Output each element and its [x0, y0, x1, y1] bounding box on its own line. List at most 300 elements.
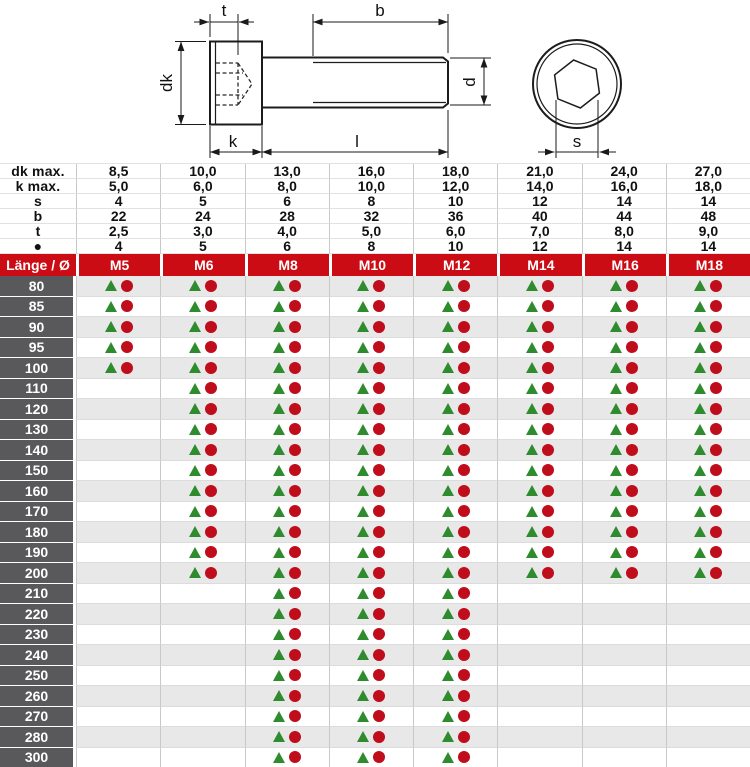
length-label: 180 [0, 522, 76, 543]
availability-markers [610, 341, 638, 353]
availability-cell [76, 502, 160, 523]
availability-cell [245, 358, 329, 379]
availability-cell [76, 666, 160, 687]
availability-cell [329, 522, 413, 543]
triangle-marker [357, 465, 369, 476]
availability-cell [413, 338, 497, 359]
spec-value: 12,0 [413, 179, 497, 194]
triangle-marker [357, 485, 369, 496]
circle-marker [542, 300, 554, 312]
triangle-marker [610, 280, 622, 291]
size-header-m10: M10 [329, 254, 413, 276]
spec-value: 5 [160, 239, 244, 254]
circle-marker [289, 362, 301, 374]
availability-markers [273, 444, 301, 456]
availability-cell [245, 584, 329, 605]
availability-markers [610, 526, 638, 538]
availability-markers [694, 505, 722, 517]
availability-markers [526, 485, 554, 497]
availability-cell [582, 645, 666, 666]
availability-markers [526, 423, 554, 435]
triangle-marker [610, 567, 622, 578]
circle-marker [289, 382, 301, 394]
circle-marker [458, 485, 470, 497]
availability-cell [666, 297, 750, 318]
availability-cell [413, 379, 497, 400]
availability-markers [442, 710, 470, 722]
availability-markers [442, 423, 470, 435]
availability-cell [582, 748, 666, 767]
length-label: 250 [0, 666, 76, 687]
size-header-row [0, 254, 750, 276]
availability-cell [413, 461, 497, 482]
spec-label-s: s [0, 194, 76, 209]
availability-cell [76, 707, 160, 728]
triangle-marker [694, 403, 706, 414]
triangle-marker [189, 342, 201, 353]
circle-marker [289, 546, 301, 558]
circle-marker [205, 464, 217, 476]
availability-markers [694, 280, 722, 292]
size-header-m14: M14 [497, 254, 581, 276]
triangle-marker [442, 567, 454, 578]
availability-cell [76, 358, 160, 379]
triangle-marker [357, 547, 369, 558]
availability-markers [694, 362, 722, 374]
triangle-marker [526, 424, 538, 435]
spec-value: 27,0 [666, 164, 750, 179]
availability-cell [160, 707, 244, 728]
availability-cell [666, 420, 750, 441]
spec-value: 14 [582, 239, 666, 254]
availability-cell [245, 440, 329, 461]
dim-label-k: k [228, 132, 238, 151]
availability-markers [357, 628, 385, 640]
triangle-marker [442, 444, 454, 455]
availability-markers [610, 321, 638, 333]
circle-marker [289, 300, 301, 312]
triangle-marker [357, 752, 369, 763]
triangle-marker [273, 485, 285, 496]
circle-marker [626, 485, 638, 497]
screw-head [210, 42, 262, 125]
circle-marker [458, 403, 470, 415]
circle-marker [458, 608, 470, 620]
circle-marker [289, 464, 301, 476]
length-label: 270 [0, 707, 76, 728]
circle-marker [373, 382, 385, 394]
availability-cell [497, 522, 581, 543]
dim-label-t: t [221, 1, 227, 20]
availability-cell [666, 522, 750, 543]
triangle-marker [610, 485, 622, 496]
availability-cell [413, 440, 497, 461]
availability-cell [497, 563, 581, 584]
availability-cell [76, 399, 160, 420]
spec-value: 8,5 [76, 164, 160, 179]
circle-marker [542, 505, 554, 517]
spec-value: 40 [497, 209, 581, 224]
circle-marker [373, 526, 385, 538]
triangle-marker [442, 403, 454, 414]
spec-value: 28 [245, 209, 329, 224]
triangle-marker [694, 383, 706, 394]
triangle-marker [526, 342, 538, 353]
triangle-marker [189, 280, 201, 291]
availability-markers [357, 731, 385, 743]
availability-cell [76, 420, 160, 441]
availability-cell [582, 563, 666, 584]
length-label: 90 [0, 317, 76, 338]
availability-cell [245, 686, 329, 707]
circle-marker [289, 403, 301, 415]
circle-marker [626, 567, 638, 579]
availability-cell [666, 461, 750, 482]
triangle-marker [189, 547, 201, 558]
availability-cell [413, 748, 497, 767]
length-label: 150 [0, 461, 76, 482]
triangle-marker [442, 485, 454, 496]
dim-label-b: b [375, 1, 385, 20]
availability-markers [189, 567, 217, 579]
availability-cell [245, 727, 329, 748]
circle-marker [373, 690, 385, 702]
availability-markers [189, 321, 217, 333]
circle-marker [626, 362, 638, 374]
availability-cell [160, 727, 244, 748]
availability-cell [245, 625, 329, 646]
triangle-marker [442, 301, 454, 312]
availability-markers [273, 628, 301, 640]
spec-value: 36 [413, 209, 497, 224]
triangle-marker [694, 526, 706, 537]
socket-dot-icon: ● [0, 239, 76, 254]
triangle-marker [526, 362, 538, 373]
availability-cell [329, 461, 413, 482]
availability-cell [582, 440, 666, 461]
availability-cell [160, 686, 244, 707]
availability-markers [105, 362, 133, 374]
spec-value: 18,0 [413, 164, 497, 179]
triangle-marker [694, 342, 706, 353]
circle-marker [710, 464, 722, 476]
availability-markers [273, 669, 301, 681]
triangle-marker [442, 342, 454, 353]
availability-cell [497, 707, 581, 728]
availability-markers [442, 567, 470, 579]
availability-cell [160, 420, 244, 441]
triangle-marker [273, 280, 285, 291]
circle-marker [205, 567, 217, 579]
triangle-marker [610, 301, 622, 312]
availability-markers [357, 669, 385, 681]
availability-table [0, 276, 750, 767]
circle-marker [458, 341, 470, 353]
spec-value: 12 [497, 194, 581, 209]
availability-markers [442, 690, 470, 702]
spec-value: 16,0 [582, 179, 666, 194]
circle-marker [626, 546, 638, 558]
triangle-marker [105, 280, 117, 291]
availability-cell [666, 276, 750, 297]
circle-marker [458, 362, 470, 374]
availability-markers [442, 628, 470, 640]
availability-markers [273, 587, 301, 599]
spec-value: 14 [582, 194, 666, 209]
triangle-marker [273, 670, 285, 681]
availability-cell [329, 604, 413, 625]
circle-marker [458, 505, 470, 517]
triangle-marker [273, 588, 285, 599]
circle-marker [458, 587, 470, 599]
circle-marker [626, 300, 638, 312]
availability-cell [582, 379, 666, 400]
availability-markers [442, 464, 470, 476]
availability-cell [76, 727, 160, 748]
spec-value: 4 [76, 239, 160, 254]
circle-marker [710, 321, 722, 333]
circle-marker [289, 321, 301, 333]
spec-value: 8 [329, 239, 413, 254]
spec-value: 10,0 [160, 164, 244, 179]
availability-markers [357, 362, 385, 374]
availability-cell [245, 399, 329, 420]
availability-cell [582, 584, 666, 605]
circle-marker [289, 526, 301, 538]
circle-marker [458, 382, 470, 394]
circle-marker [289, 280, 301, 292]
availability-markers [610, 362, 638, 374]
triangle-marker [105, 362, 117, 373]
availability-markers [610, 505, 638, 517]
availability-cell [329, 748, 413, 767]
availability-cell [666, 440, 750, 461]
triangle-marker [526, 321, 538, 332]
triangle-marker [357, 711, 369, 722]
triangle-marker [442, 629, 454, 640]
circle-marker [458, 567, 470, 579]
availability-cell [160, 645, 244, 666]
circle-marker [289, 690, 301, 702]
triangle-marker [442, 690, 454, 701]
availability-markers [357, 321, 385, 333]
availability-markers [273, 321, 301, 333]
availability-markers [273, 505, 301, 517]
availability-cell [160, 666, 244, 687]
technical-drawing [0, 0, 750, 163]
availability-markers [610, 567, 638, 579]
spec-value: 8,0 [245, 179, 329, 194]
triangle-marker [189, 567, 201, 578]
circle-marker [121, 362, 133, 374]
availability-markers [357, 567, 385, 579]
circle-marker [542, 403, 554, 415]
triangle-marker [694, 506, 706, 517]
triangle-marker [105, 321, 117, 332]
triangle-marker [357, 567, 369, 578]
circle-marker [626, 280, 638, 292]
availability-cell [76, 686, 160, 707]
availability-markers [273, 526, 301, 538]
availability-markers [357, 464, 385, 476]
triangle-marker [610, 403, 622, 414]
spec-value: 3,0 [160, 224, 244, 239]
availability-cell [413, 358, 497, 379]
triangle-marker [610, 362, 622, 373]
availability-cell [666, 604, 750, 625]
availability-cell [666, 481, 750, 502]
circle-marker [458, 423, 470, 435]
triangle-marker [610, 321, 622, 332]
availability-markers [273, 690, 301, 702]
circle-marker [289, 669, 301, 681]
circle-marker [205, 341, 217, 353]
availability-cell [329, 502, 413, 523]
availability-cell [245, 645, 329, 666]
availability-cell [160, 625, 244, 646]
availability-markers [610, 464, 638, 476]
triangle-marker [189, 424, 201, 435]
spec-value: 44 [582, 209, 666, 224]
triangle-marker [273, 649, 285, 660]
circle-marker [205, 382, 217, 394]
availability-markers [357, 526, 385, 538]
spec-label-dk_max: dk max. [0, 164, 76, 179]
availability-cell [160, 502, 244, 523]
availability-markers [105, 321, 133, 333]
availability-markers [273, 382, 301, 394]
availability-cell [329, 358, 413, 379]
availability-cell [329, 686, 413, 707]
triangle-marker [273, 424, 285, 435]
triangle-marker [694, 485, 706, 496]
availability-cell [76, 563, 160, 584]
triangle-marker [357, 506, 369, 517]
circle-marker [458, 669, 470, 681]
availability-cell [329, 707, 413, 728]
availability-markers [357, 403, 385, 415]
availability-cell [413, 604, 497, 625]
dim-label-d: d [460, 77, 479, 87]
circle-marker [373, 403, 385, 415]
availability-markers [442, 280, 470, 292]
triangle-marker [273, 690, 285, 701]
availability-markers [442, 382, 470, 394]
availability-markers [694, 567, 722, 579]
size-header-m18: M18 [666, 254, 750, 276]
availability-cell [160, 584, 244, 605]
circle-marker [205, 362, 217, 374]
length-label: 230 [0, 625, 76, 646]
availability-cell [497, 338, 581, 359]
length-label: 170 [0, 502, 76, 523]
triangle-marker [526, 280, 538, 291]
circle-marker [710, 280, 722, 292]
availability-cell [160, 317, 244, 338]
triangle-marker [694, 547, 706, 558]
availability-cell [666, 338, 750, 359]
length-label: 130 [0, 420, 76, 441]
availability-cell [245, 420, 329, 441]
circle-marker [373, 485, 385, 497]
availability-cell [666, 502, 750, 523]
circle-marker [542, 362, 554, 374]
availability-markers [526, 280, 554, 292]
availability-cell [666, 358, 750, 379]
triangle-marker [442, 608, 454, 619]
availability-markers [189, 444, 217, 456]
dim-label-s: s [572, 132, 582, 151]
spec-value: 6 [245, 239, 329, 254]
circle-marker [373, 423, 385, 435]
circle-marker [373, 567, 385, 579]
triangle-marker [273, 711, 285, 722]
triangle-marker [357, 444, 369, 455]
spec-value: 5 [160, 194, 244, 209]
availability-cell [329, 625, 413, 646]
triangle-marker [357, 649, 369, 660]
availability-cell [329, 420, 413, 441]
hidden-socket-lines [216, 63, 252, 105]
triangle-marker [357, 301, 369, 312]
availability-cell [329, 481, 413, 502]
triangle-marker [273, 526, 285, 537]
circle-marker [373, 669, 385, 681]
availability-markers [189, 362, 217, 374]
triangle-marker [526, 526, 538, 537]
availability-markers [442, 444, 470, 456]
availability-cell [160, 338, 244, 359]
triangle-marker [442, 731, 454, 742]
availability-markers [526, 382, 554, 394]
availability-markers [526, 362, 554, 374]
triangle-marker [273, 383, 285, 394]
circle-marker [710, 444, 722, 456]
circle-marker [205, 505, 217, 517]
triangle-marker [610, 506, 622, 517]
availability-cell [666, 666, 750, 687]
circle-marker [710, 567, 722, 579]
availability-markers [442, 485, 470, 497]
length-label: 190 [0, 543, 76, 564]
availability-markers [189, 464, 217, 476]
length-label: 120 [0, 399, 76, 420]
availability-markers [189, 280, 217, 292]
circle-marker [289, 341, 301, 353]
triangle-marker [442, 280, 454, 291]
circle-marker [289, 710, 301, 722]
availability-markers [357, 608, 385, 620]
circle-marker [542, 321, 554, 333]
availability-markers [357, 423, 385, 435]
availability-markers [526, 300, 554, 312]
availability-cell [582, 522, 666, 543]
triangle-marker [357, 383, 369, 394]
availability-cell [76, 748, 160, 767]
availability-cell [497, 317, 581, 338]
availability-cell [413, 666, 497, 687]
triangle-marker [526, 485, 538, 496]
availability-markers [694, 546, 722, 558]
availability-markers [526, 505, 554, 517]
triangle-marker [442, 588, 454, 599]
availability-cell [245, 276, 329, 297]
circle-marker [458, 300, 470, 312]
availability-cell [329, 584, 413, 605]
availability-cell [582, 481, 666, 502]
circle-marker [458, 526, 470, 538]
circle-marker [289, 505, 301, 517]
